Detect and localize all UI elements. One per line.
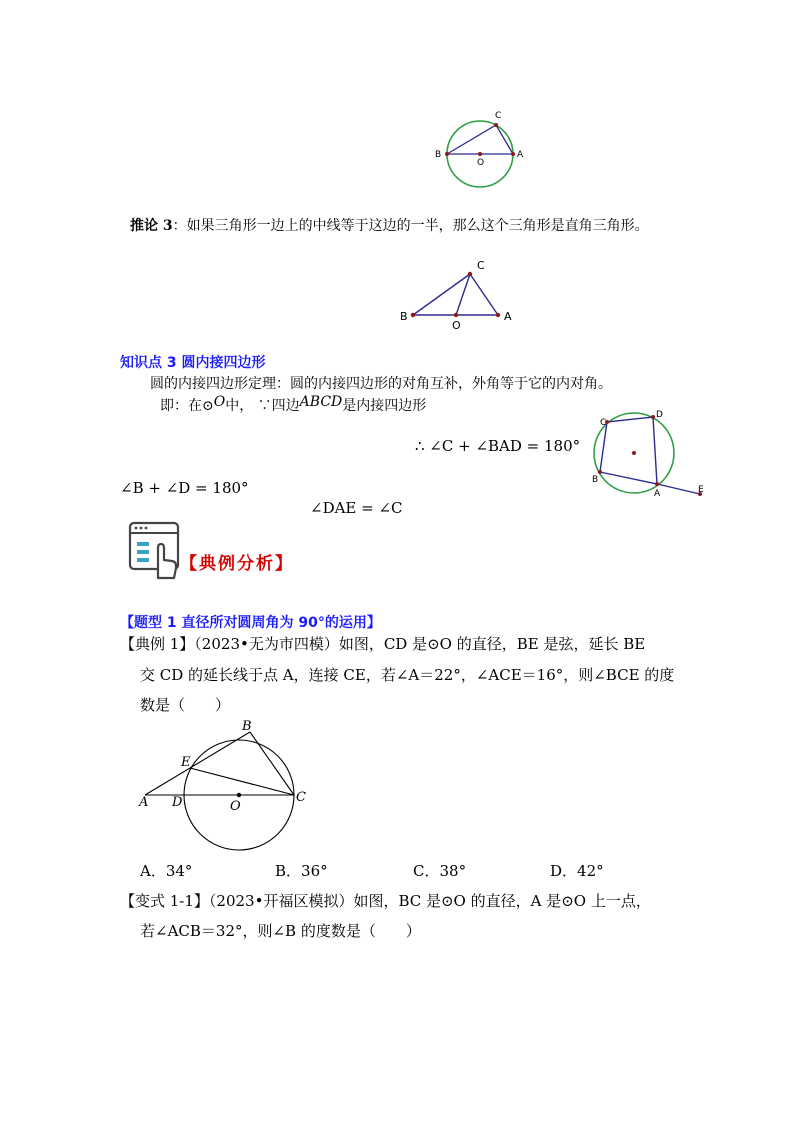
point-b bbox=[445, 152, 449, 156]
label-c: C bbox=[477, 259, 485, 272]
corollary-3 bbox=[130, 216, 649, 236]
label-e: E bbox=[181, 755, 191, 770]
label-a: A bbox=[654, 489, 661, 499]
corollary-3-heading: 推论 3 bbox=[130, 218, 173, 234]
label-a: A bbox=[517, 150, 524, 160]
point-a bbox=[496, 313, 500, 317]
label-e: E bbox=[698, 485, 704, 495]
label-b: B bbox=[400, 310, 408, 323]
statement-o: O bbox=[213, 394, 226, 410]
point-center bbox=[632, 451, 636, 455]
example-1-line-1: 【典例 1】（2023•无为市四模）如图，CD 是⊙O 的直径，BE 是弦，延长 BE bbox=[120, 635, 646, 653]
label-d: D bbox=[172, 795, 183, 810]
variant-1-1-line-1: 【变式 1-1】（2023•开福区模拟）如图，BC 是⊙O 的直径，A 是⊙O 上一点， bbox=[120, 892, 651, 910]
label-o: O bbox=[477, 158, 485, 168]
point-o bbox=[454, 313, 458, 317]
hand-pointer-screen-icon bbox=[128, 520, 182, 580]
option-d: D．42° bbox=[550, 862, 604, 880]
option-b: B．36° bbox=[275, 862, 328, 880]
statement-abcd: ABCD bbox=[299, 394, 343, 410]
segment-ca bbox=[470, 274, 498, 315]
label-c: C bbox=[600, 418, 607, 428]
figure-triangle-median bbox=[395, 255, 520, 333]
label-a: A bbox=[504, 310, 512, 323]
corollary-3-text: ：如果三角形一边上的中线等于这边的一半，那么这个三角形是直角三角形。 bbox=[172, 218, 649, 234]
variant-1-1-line-2: 若∠ACB＝32°，则∠B 的度数是（ ） bbox=[140, 922, 421, 940]
figure-cyclic-quadrilateral bbox=[585, 405, 715, 510]
statement-suffix: 是内接四边形 bbox=[342, 398, 427, 414]
label-o: O bbox=[230, 799, 241, 814]
formula-b-plus-d: ∠B + ∠D = 180° bbox=[120, 479, 249, 497]
statement-mid: 中， ∵四边 bbox=[225, 398, 300, 414]
example-1-line-3: 数是（ ） bbox=[140, 696, 231, 714]
label-a: A bbox=[139, 795, 149, 810]
banner-text: 【典例分析】 bbox=[180, 554, 294, 574]
point-a bbox=[511, 152, 515, 156]
point-o bbox=[237, 793, 241, 797]
point-a bbox=[655, 482, 659, 486]
example-analysis-banner bbox=[128, 520, 318, 582]
segment-bc bbox=[413, 274, 470, 315]
segment-bc bbox=[447, 125, 496, 154]
point-c bbox=[468, 272, 472, 276]
formula-dae-equals-c: ∠DAE = ∠C bbox=[310, 499, 403, 517]
option-c: C．38° bbox=[413, 862, 467, 880]
label-o: O bbox=[452, 319, 461, 332]
knowledge-point-3-title: 知识点 3 圆内接四边形 bbox=[120, 355, 266, 371]
point-b bbox=[411, 313, 415, 317]
point-c bbox=[494, 123, 498, 127]
label-b: B bbox=[242, 720, 252, 734]
label-b: B bbox=[435, 150, 442, 160]
extension-ae bbox=[657, 484, 700, 494]
knowledge-3-statement bbox=[160, 396, 426, 416]
label-d: D bbox=[656, 410, 663, 420]
quadrilateral-bcda bbox=[600, 417, 657, 484]
statement-prefix: 即：在⊙ bbox=[160, 398, 214, 414]
label-b: B bbox=[592, 475, 599, 485]
option-a: A．34° bbox=[140, 862, 193, 880]
example-1-line-2: 交 CD 的延长线于点 A，连接 CE，若∠A＝22°，∠ACE＝16°，则∠BCE 的度 bbox=[140, 666, 675, 684]
line-ab bbox=[145, 732, 250, 795]
point-b bbox=[598, 470, 602, 474]
figure-circle-secant bbox=[135, 720, 310, 855]
formula-c-plus-bad: ∴ ∠C + ∠BAD = 180° bbox=[415, 437, 581, 455]
point-o bbox=[478, 152, 482, 156]
median-co bbox=[456, 274, 470, 315]
point-d bbox=[651, 415, 655, 419]
label-c: C bbox=[296, 790, 306, 805]
knowledge-3-theorem: 圆的内接四边形定理：圆的内接四边形的对角互补，外角等于它的内对角。 bbox=[150, 376, 612, 392]
question-type-1-title: 【题型 1 直径所对圆周角为 90°的运用】 bbox=[120, 615, 381, 631]
figure-circle-diameter-triangle bbox=[430, 105, 530, 195]
label-c: C bbox=[495, 111, 502, 121]
